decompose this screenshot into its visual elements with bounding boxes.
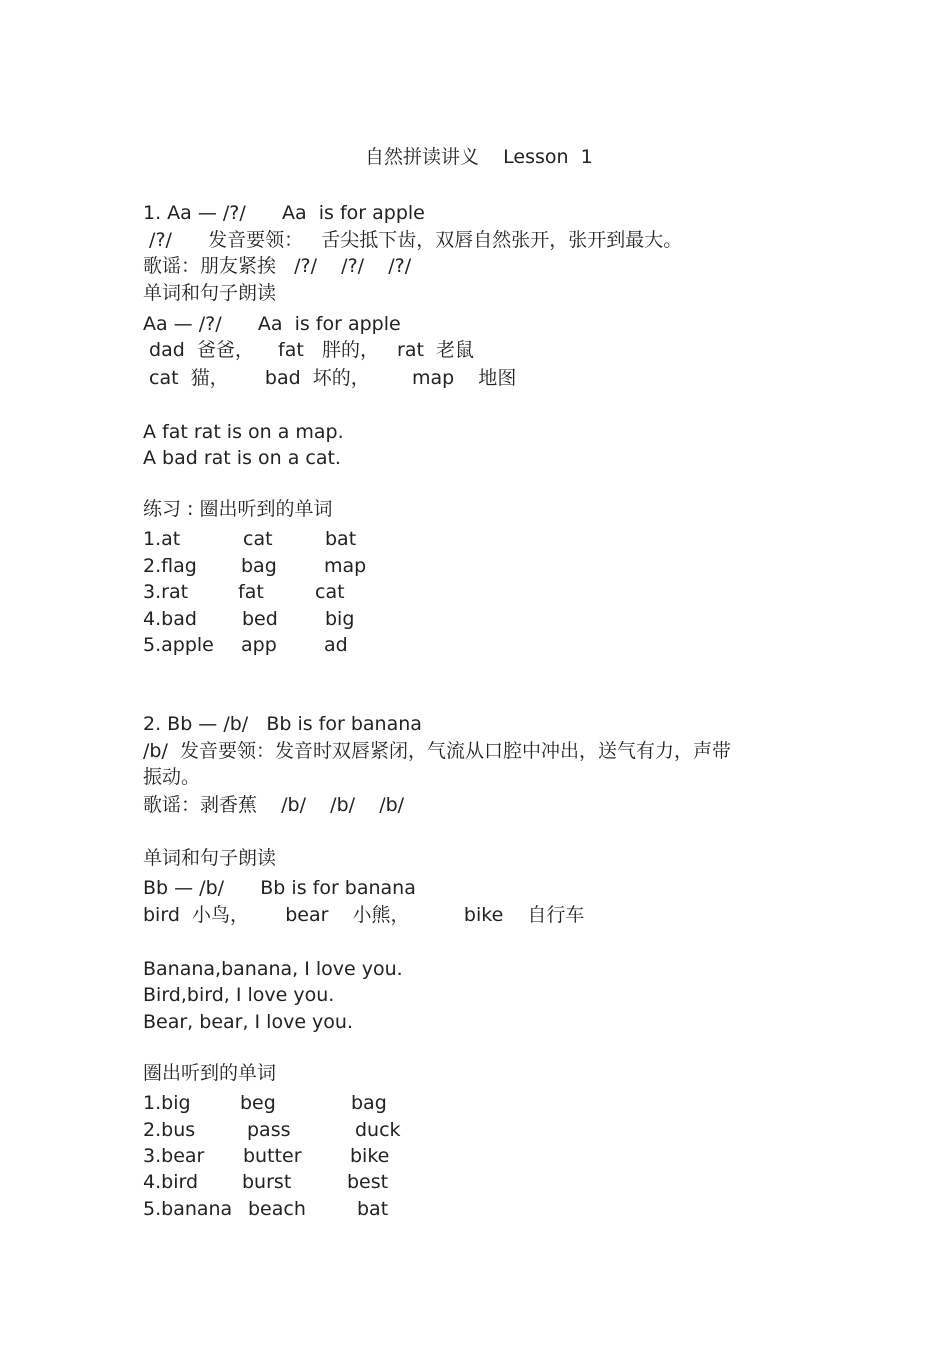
exercise-2-item: 1.big: [143, 1092, 191, 1114]
exercise-1-item: bed: [242, 608, 278, 630]
section-2-sentence-3: Bear, bear, I love you.: [143, 1011, 354, 1033]
section-2-pronunciation-line-1: /b/ 发音要领：发音时双唇紧闭，气流从口腔中冲出，送气有力，声带: [143, 740, 731, 762]
exercise-2-item: bat: [357, 1198, 389, 1220]
section-1-words-line-2: cat 猫， bad 坏的， map 地图: [143, 367, 517, 389]
section-2-words-line: bird 小鸟， bear 小熊， bike 自行车: [143, 904, 585, 926]
section-2-reading-title: 单词和句子朗读: [143, 847, 277, 869]
section-2-chant: 歌谣：剥香蕉 /b/ /b/ /b/: [143, 794, 405, 816]
page-title: 自然拼读讲义 Lesson 1: [365, 146, 593, 168]
section-1-reading-title: 单词和句子朗读: [143, 282, 277, 304]
exercise-1-item: map: [324, 555, 367, 577]
section-2-reading-heading: Bb — /b/ Bb is for banana: [143, 877, 416, 899]
exercise-2-item: burst: [242, 1171, 292, 1193]
exercise-1-item: 4.bad: [143, 608, 197, 630]
section-1-sentence-1: A fat rat is on a map.: [143, 421, 344, 443]
section-1-chant: 歌谣：朋友紧挨 /?/ /?/ /?/: [143, 255, 412, 277]
exercise-1-item: cat: [315, 581, 345, 603]
exercise-2-item: duck: [355, 1119, 401, 1141]
section-1-exercise-title: 练习 : 圈出听到的单词: [143, 498, 333, 520]
exercise-2-item: best: [347, 1171, 389, 1193]
exercise-2-item: 3.bear: [143, 1145, 205, 1167]
exercise-2-item: 2.bus: [143, 1119, 196, 1141]
section-1-pronunciation: /?/ 发音要领： 舌尖抵下齿，双唇自然张开，张开到最大。: [143, 229, 683, 251]
exercise-1-item: 5.apple: [143, 634, 214, 656]
exercise-1-item: 1.at: [143, 528, 181, 550]
exercise-1-item: big: [325, 608, 355, 630]
exercise-2-item: bag: [351, 1092, 387, 1114]
exercise-1-item: bat: [325, 528, 357, 550]
exercise-2-item: butter: [243, 1145, 302, 1167]
section-2-sentence-1: Banana,banana, I love you.: [143, 958, 403, 980]
section-2-exercise-title: 圈出听到的单词: [143, 1062, 277, 1084]
section-2-sentence-2: Bird,bird, I love you.: [143, 984, 335, 1006]
exercise-1-item: 3.rat: [143, 581, 189, 603]
exercise-2-item: beach: [248, 1198, 306, 1220]
section-1-words-line-1: dad 爸爸， fat 胖的， rat 老鼠: [143, 339, 475, 361]
exercise-1-item: bag: [241, 555, 277, 577]
exercise-1-item: ad: [324, 634, 348, 656]
exercise-2-item: pass: [247, 1119, 291, 1141]
exercise-1-item: 2.flag: [143, 555, 197, 577]
section-2-pronunciation-line-2: 振动。: [143, 766, 201, 788]
exercise-1-item: cat: [243, 528, 273, 550]
exercise-2-item: bike: [350, 1145, 390, 1167]
section-2-heading: 2. Bb — /b/ Bb is for banana: [143, 713, 422, 735]
exercise-1-item: fat: [238, 581, 264, 603]
exercise-1-item: app: [241, 634, 277, 656]
exercise-2-item: 4.bird: [143, 1171, 199, 1193]
section-1-reading-heading: Aa — /?/ Aa is for apple: [143, 313, 401, 335]
section-1-heading: 1. Aa — /?/ Aa is for apple: [143, 202, 425, 224]
section-1-sentence-2: A bad rat is on a cat.: [143, 447, 341, 469]
exercise-2-item: beg: [240, 1092, 276, 1114]
exercise-2-item: 5.banana: [143, 1198, 233, 1220]
